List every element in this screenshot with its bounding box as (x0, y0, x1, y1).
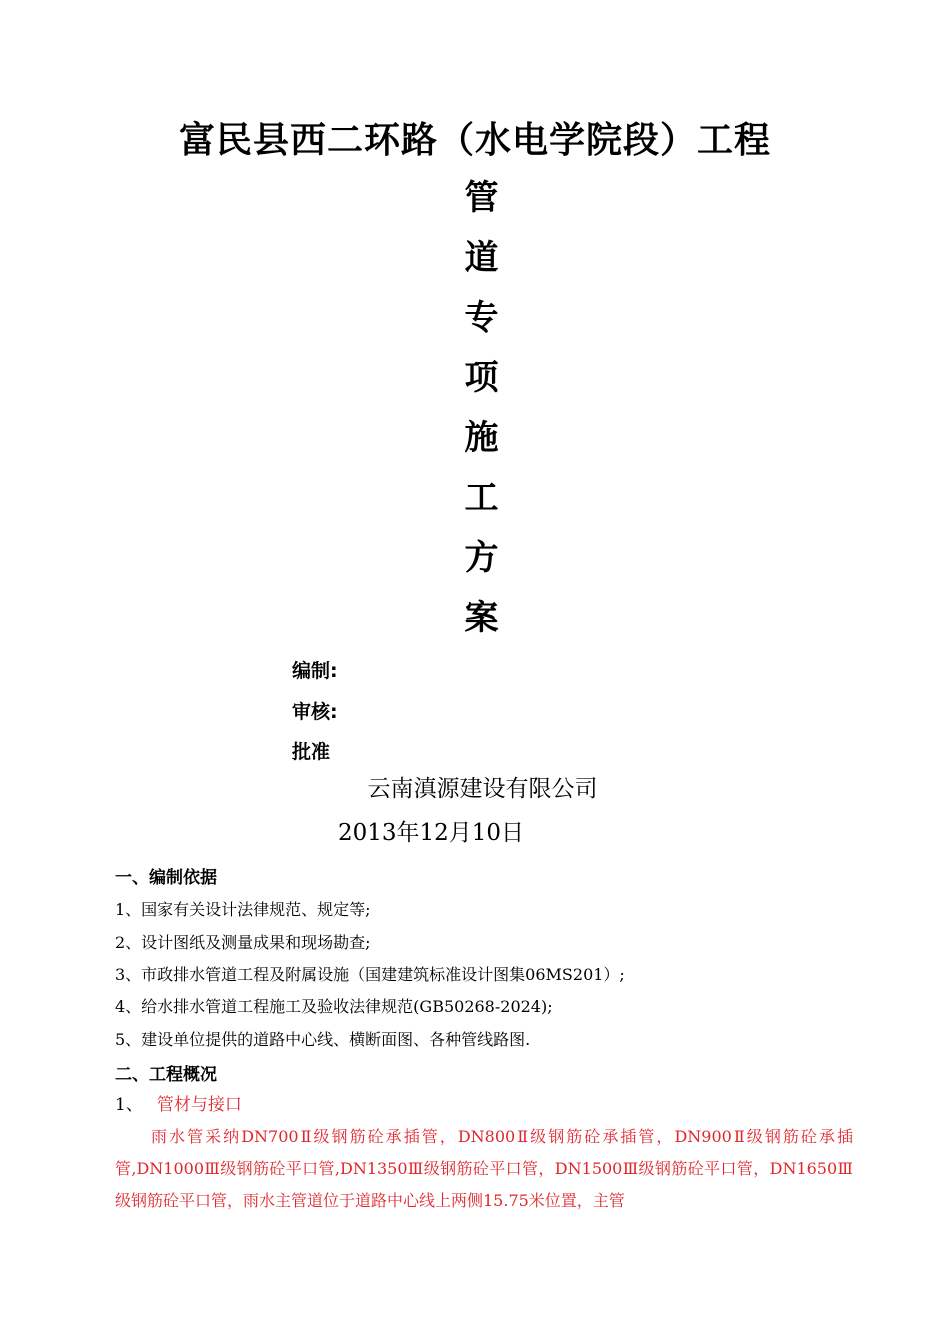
vertical-char: 案 (464, 598, 499, 638)
approved-by-label: 批准 (292, 741, 331, 763)
pipe-material-paragraph: 雨水管采纳DN700Ⅱ级钢筋砼承插管，DN800Ⅱ级钢筋砼承插管，DN900Ⅱ级钢筋砼承插管,DN1000Ⅲ级钢筋砼平口管,DN1350Ⅲ级钢筋砼平口管，DN1500Ⅲ级钢筋砼平口管，DN1650Ⅲ级钢筋砼平口管，雨水主管道位于道路中心线上两侧15.75米位置，主管 (115, 1127, 853, 1210)
document-title: 富民县西二环路（水电学院段）工程 (178, 120, 771, 161)
vertical-subtitle (0, 168, 950, 648)
vertical-char: 道 (464, 238, 499, 278)
list-item: 4、给水排水管道工程施工及验收法律规范(GB50268-2024); (115, 997, 553, 1016)
reviewed-by-label: 审核: (292, 701, 338, 723)
list-item: 1、国家有关设计法律规范、规定等; (115, 900, 371, 919)
prepared-by-label: 编制: (292, 660, 338, 682)
vertical-char: 管 (464, 178, 499, 218)
subsection-heading (115, 1090, 242, 1115)
document-date: 2013年12月10日 (337, 820, 525, 846)
subsection-title: 管材与接口 (156, 1095, 242, 1115)
list-item: 2、设计图纸及测量成果和现场勘查; (115, 933, 371, 952)
section-heading-basis: 一、编制依据 (115, 868, 217, 888)
vertical-char: 施 (464, 418, 499, 458)
vertical-char: 工 (464, 478, 499, 518)
section-heading-overview: 二、工程概况 (115, 1065, 217, 1085)
subsection-number: 1、 (115, 1095, 143, 1115)
vertical-char: 方 (464, 538, 499, 578)
vertical-char: 项 (464, 358, 499, 398)
list-item: 5、建设单位提供的道路中心线、横断面图、各种管线路图. (115, 1030, 531, 1049)
company-name: 云南滇源建设有限公司 (367, 776, 598, 802)
vertical-char: 专 (464, 298, 499, 338)
list-item: 3、市政排水管道工程及附属设施（国建建筑标准设计图集06MS201）; (115, 965, 625, 984)
